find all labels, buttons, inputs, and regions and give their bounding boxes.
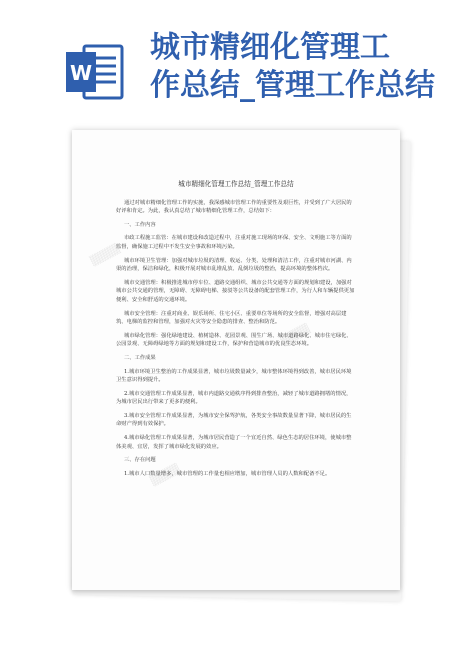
section-heading: 三、存在问题 [123, 457, 156, 464]
page-title-line-1: 城市精细化管理工 [150, 30, 390, 65]
word-document-icon [62, 40, 126, 104]
intro-paragraph: 通过对城市精细化管理工作的实施，我深感城市管理工作的重要性及艰巨性，并受到了广大居民的好评和肯定。为此，我认真总结了城市精细化管理工作，总结如下： [116, 199, 352, 215]
page-title-line-2: 作总结_管理工作总结 [150, 68, 435, 103]
paragraph: 城市安全管理：注重对商业、娱乐场所、住宅小区、重要单位等场所的安全监督，增强对高层建筑、电梯的监控和管理，加强对火灾等安全隐患的排查、整治和防范。 [116, 310, 347, 326]
paragraph: 城市绿化管理：强化绿地建设、植树造林、花园景观、围生广场、城市道路绿化、城市住宅绿化、公园景观、无障碍绿地等方面的规划和建设工作，保护和营造城市的优良生态环境。 [116, 332, 352, 348]
document-title: 城市精细化管理工作总结_管理工作总结 [178, 180, 294, 188]
paragraph: 1.城市人口数量增多，城市管理的工作量也相应增加，城市管理人员的人数和配备不足。 [123, 470, 331, 477]
section-heading: 一、工作内容 [123, 221, 156, 228]
svg-text:W: W [69, 61, 93, 85]
document-body [116, 180, 356, 483]
header [0, 0, 474, 118]
paragraph: 3.城市安全管理工作成果显著，为城市安全保驾护航，各类安全事故数量显著下降，城市居民的生命财产得到有效保护。 [116, 412, 352, 428]
paragraph: 市政工程施工监管：在城市建设和改造过程中，注重对施工现场的环保、安全、文明施工等方面的监督，确保施工过程中不发生安全事故和环境污染。 [116, 235, 352, 250]
paragraph: 城市环境卫生管理：加强对城市垃圾的清理、收运、分类、处理和清洁工作，注重对城市河湖、内渠的治理，保洁和绿化，积极开展对城市乱堆乱放、乱倒垃圾的整治，提高环境的整体档次。 [116, 257, 352, 273]
watermark: ▒▒▒▒ [279, 323, 312, 348]
section-heading: 二、工作成果 [123, 354, 156, 361]
watermark: ▒▒▒▒ [89, 243, 122, 268]
paragraph: 城市交通管理：积极推进城市停车位、道路交通组织、城市公共交通等方面的规划和建设，加强对城市公共交通的管理，无障碍、无障碍电梯、接驳等公共设备的配套管理工作，为行人和车辆提供更加便利、安全和舒适的交通环境。 [116, 279, 355, 303]
paragraph: 2.城市交通管理工作成果显著，城市内道路交通秩序得到排查整治，减轻了城市道路拥堵的情况，为城市居民出行带来了更多的便利。 [116, 390, 352, 406]
paragraph: 1.城市环境卫生整治的工作成果显著，城市垃圾数量减少，城市整体环境得到改善，城市居民环境卫生意识得到提升。 [116, 368, 352, 384]
paragraph: 4.城市绿化管理工作成果显著，为城市居民营造了一个宜近自然、绿色生态的居住环境，使城市整体美观、宜居，发挥了城市绿化发展的效应。 [116, 435, 352, 450]
watermark: ▒▒▒▒ [149, 463, 182, 488]
